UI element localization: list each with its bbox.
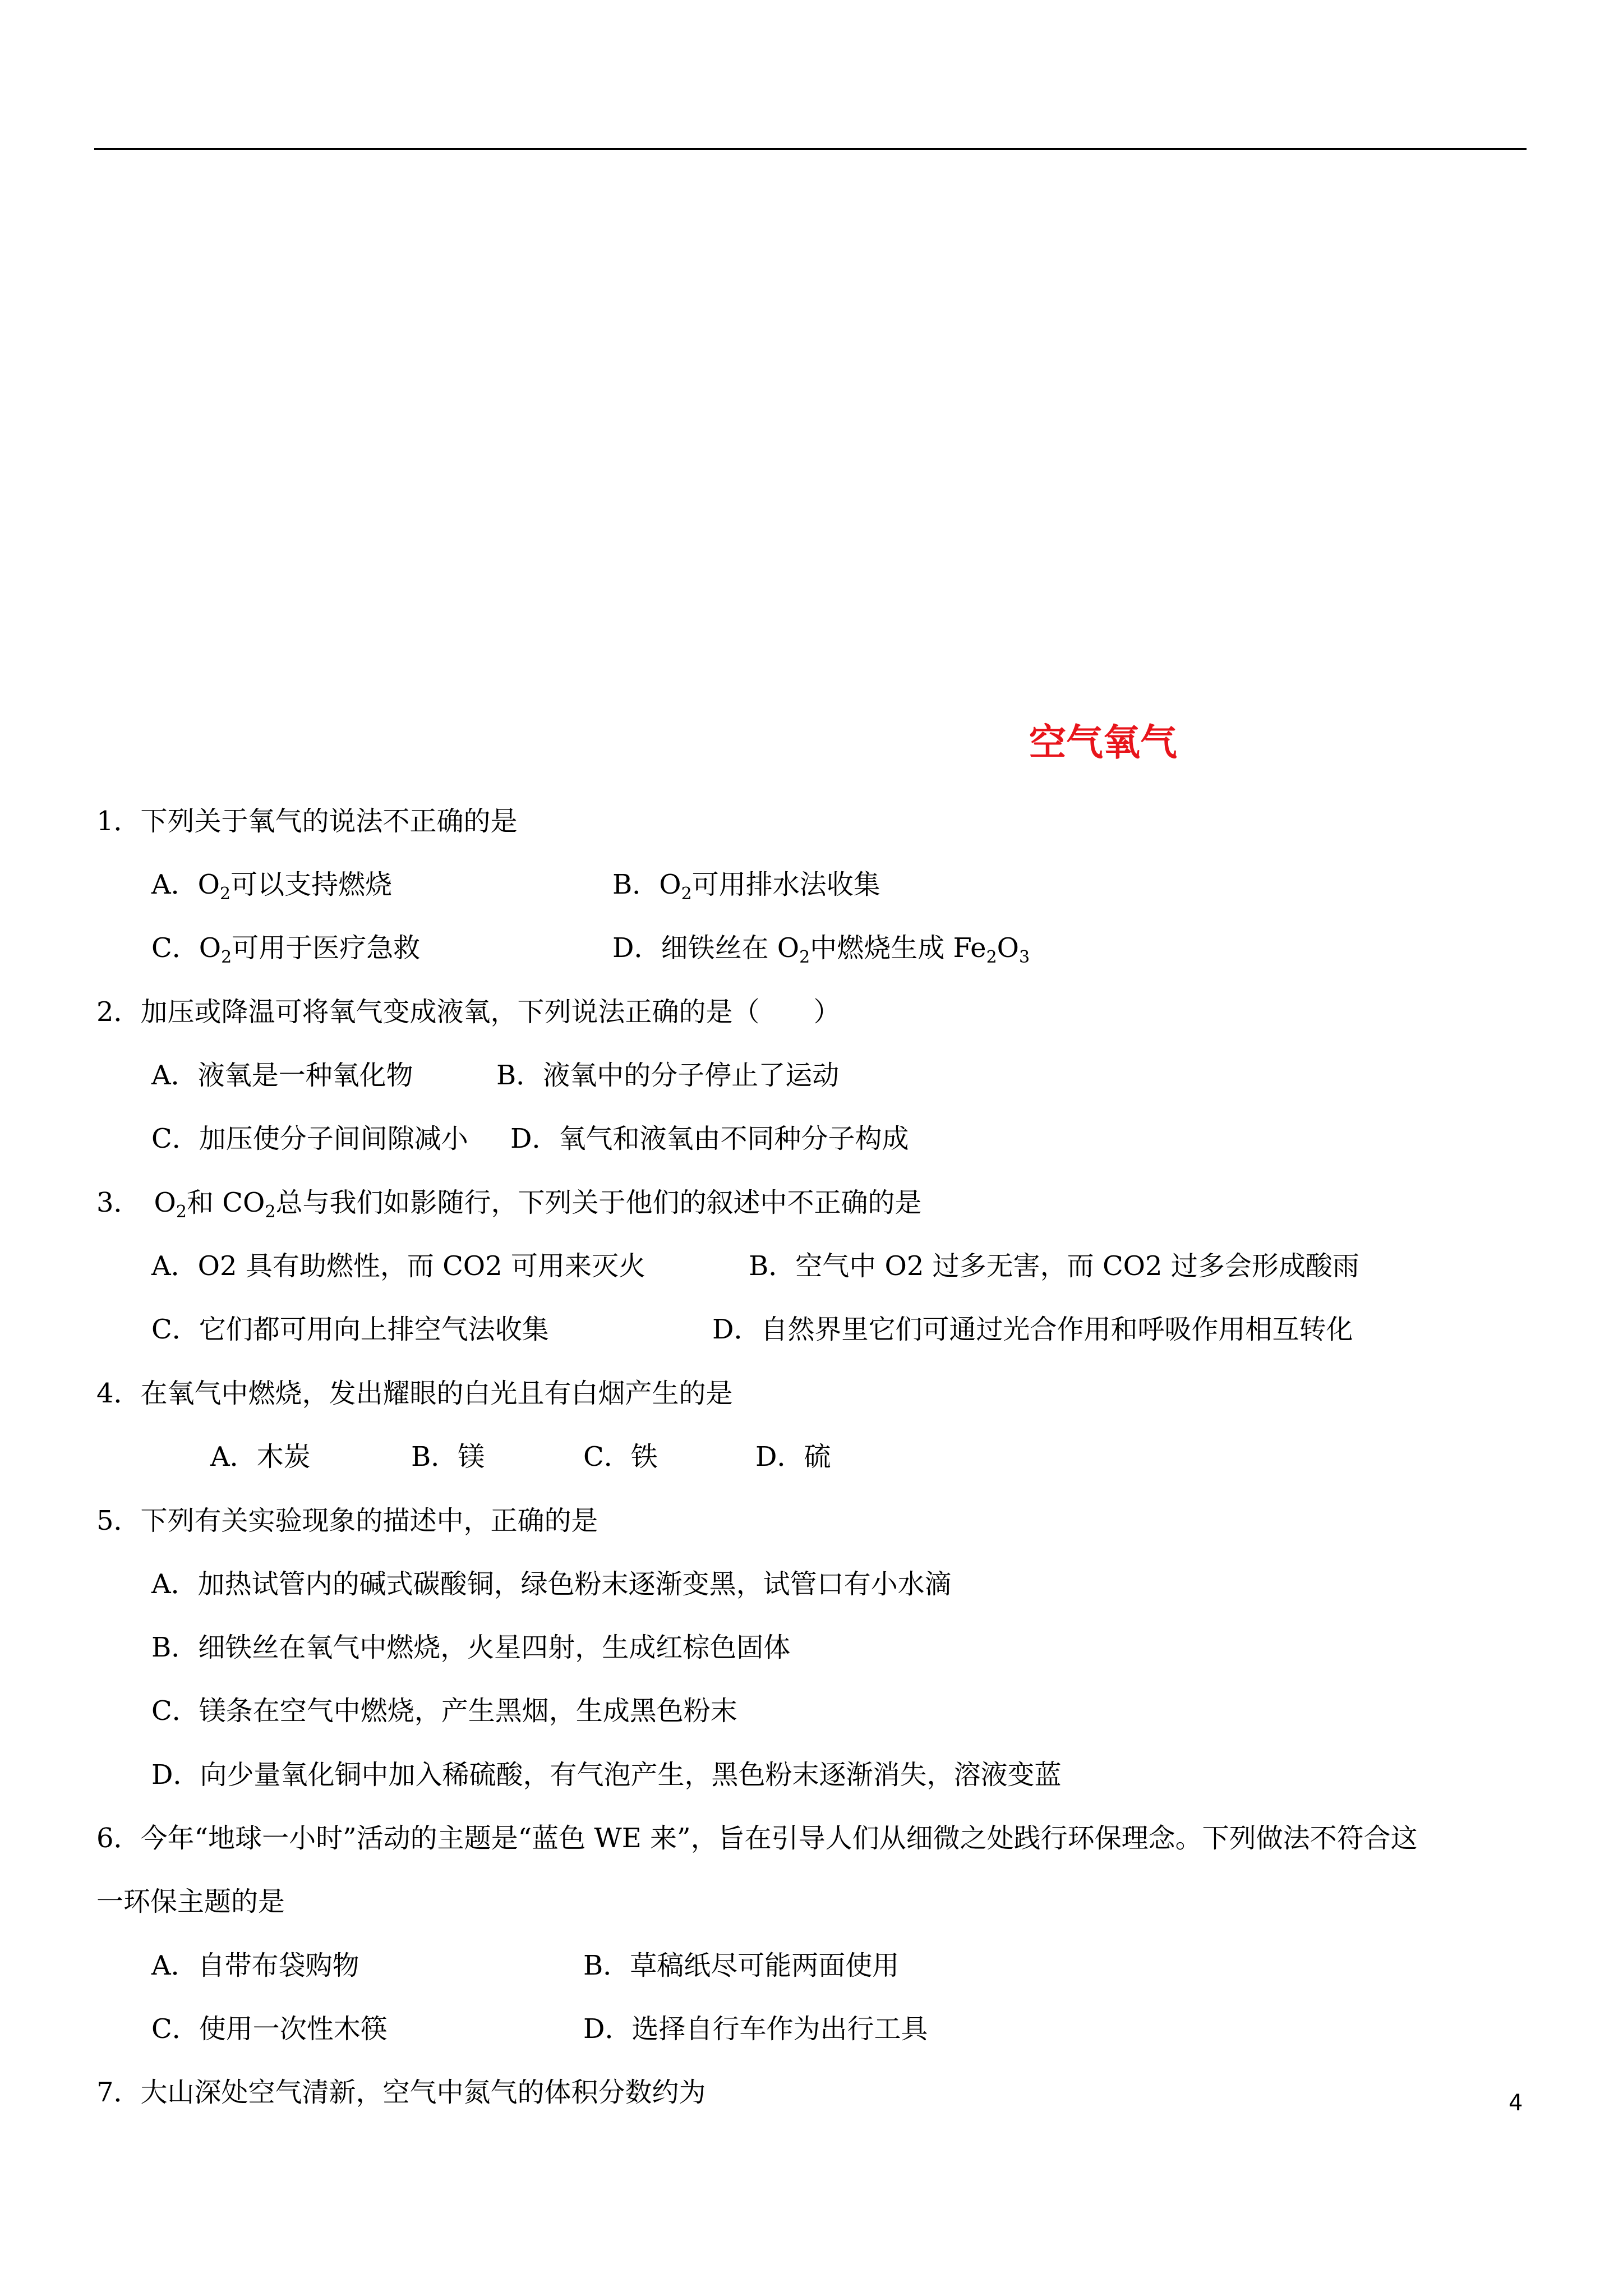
question-5-stem: 5．下列有关实验现象的描述中，正确的是 bbox=[96, 1505, 598, 1536]
question-1-option-c: C．$O_2$可用于医疗急救 bbox=[151, 932, 421, 967]
question-5-option-a: A．加热试管内的碱式碳酸铜，绿色粉末逐渐变黑，试管口有小水滴 bbox=[151, 1568, 952, 1600]
page-title: 空气氧气 bbox=[1029, 721, 1177, 764]
question-1-stem: 1．下列关于氧气的说法不正确的是 bbox=[96, 806, 518, 837]
question-5-option-d: D．向少量氧化铜中加入稀硫酸，有气泡产生，黑色粉末逐渐消失，溶液变蓝 bbox=[151, 1759, 1062, 1791]
question-6-option-b: B．草稿纸尽可能两面使用 bbox=[583, 1950, 900, 1981]
question-6-option-d: D．选择自行车作为出行工具 bbox=[583, 2013, 928, 2045]
question-1-option-b: B．$O_2$可用排水法收集 bbox=[612, 869, 880, 904]
question-2-option-d: D．氧气和液氧由不同种分子构成 bbox=[510, 1123, 909, 1154]
question-1-option-a: A．$O_2$可以支持燃烧 bbox=[151, 869, 393, 904]
question-5-option-b: B．细铁丝在氧气中燃烧，火星四射，生成红棕色固体 bbox=[151, 1632, 791, 1663]
question-2-option-a: A．液氧是一种氧化物 bbox=[151, 1060, 413, 1091]
question-4-option-b: B．镁 bbox=[411, 1441, 485, 1473]
header-rule bbox=[94, 148, 1527, 150]
question-4-option-d: D．硫 bbox=[755, 1441, 831, 1473]
question-6-option-c: C．使用一次性木筷 bbox=[151, 2013, 388, 2045]
question-1-option-d: D．细铁丝在 $O_2$中燃烧生成 $Fe_2O_3$ bbox=[612, 932, 1030, 967]
question-3-stem: 3． $O_2$和 $CO_2$总与我们如影随行，下列关于他们的叙述中不正确的是 bbox=[96, 1187, 922, 1222]
question-4-option-a: A．木炭 bbox=[210, 1441, 311, 1473]
question-7-stem: 7．大山深处空气清新，空气中氮气的体积分数约为 bbox=[96, 2077, 706, 2108]
page-number: 4 bbox=[1509, 2090, 1523, 2116]
question-6-stem-continued: 一环保主题的是 bbox=[96, 1886, 285, 1917]
question-2-option-b: B．液氧中的分子停止了运动 bbox=[496, 1060, 840, 1091]
question-6-stem: 6．今年“地球一小时”活动的主题是“蓝色 WE 来”，旨在引导人们从细微之处践行环保理念。下列做法不符合这 bbox=[96, 1823, 1418, 1854]
question-5-option-c: C．镁条在空气中燃烧，产生黑烟，生成黑色粉末 bbox=[151, 1695, 737, 1727]
question-2-stem: 2．加压或降温可将氧气变成液氧，下列说法正确的是（ ） bbox=[96, 996, 841, 1028]
question-6-option-a: A．自带布袋购物 bbox=[151, 1950, 359, 1981]
question-3-option-b: B．空气中 O2 过多无害，而 CO2 过多会形成酸雨 bbox=[749, 1250, 1359, 1282]
question-3-option-c: C．它们都可用向上排空气法收集 bbox=[151, 1314, 549, 1345]
question-4-option-c: C．铁 bbox=[583, 1441, 658, 1473]
question-2-option-c: C．加压使分子间间隙减小 bbox=[151, 1123, 468, 1154]
question-3-option-d: D．自然界里它们可通过光合作用和呼吸作用相互转化 bbox=[712, 1314, 1353, 1345]
question-3-option-a: A．O2 具有助燃性，而 CO2 可用来灭火 bbox=[151, 1250, 645, 1282]
question-4-stem: 4．在氧气中燃烧，发出耀眼的白光且有白烟产生的是 bbox=[96, 1378, 733, 1409]
